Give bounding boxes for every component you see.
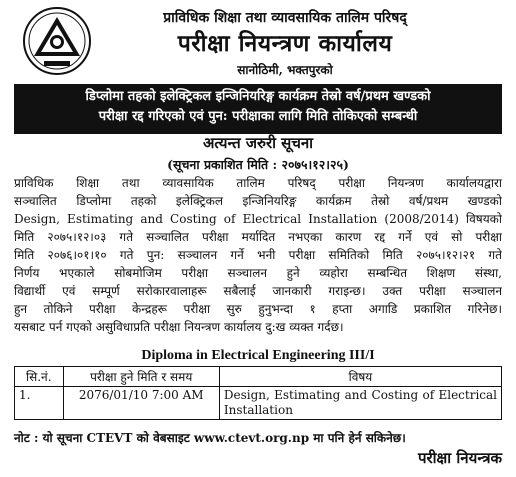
banner-line-1: डिप्लोमा तहको इलेक्ट्रिकल इन्जिनियरिङ्ग कार्यक्रम तेस्रो वर्ष/प्रथम खण्डको [85, 89, 431, 104]
subject-banner [14, 84, 502, 134]
body-line: यसबाट पर्न गएको असुविधाप्रति परीक्षा नियन्त्रण कार्यालय दु:ख व्यक्त गर्दछ। [14, 320, 344, 334]
exam-schedule-table [14, 366, 502, 420]
office-location: सानोठिमी, भक्तपुरको [237, 63, 333, 77]
body-line: Design, Estimating and Costing of Electrical Installation (2008/2014) विषयको [14, 212, 502, 226]
schedule-table-title: Diploma in Electrical Engineering III/I [141, 348, 375, 363]
publication-date: (सूचना प्रकाशित मिति : २०७५।१२।२५) [167, 157, 349, 172]
body-line: मिति २०७५।१२।०३ गते सञ्चालित परीक्षा मर्यादित नभएका कारण रद्द गर्ने एवं सो परीक्षा [14, 230, 502, 244]
body-line: सञ्चालित डिप्लोमा तहको इलेक्ट्रिकल इन्जिनियरिङ्ग कार्यक्रम तेस्रो वर्ष/प्रथम खण्डको [14, 194, 502, 208]
signatory: परीक्षा नियन्त्रक [418, 449, 502, 467]
banner-line-2: परीक्षा रद्द गरिएको एवं पुन: परीक्षाका लागि मिति तोकिएको सम्बन्धी [98, 109, 418, 124]
cell-datetime: 2076/01/10 7:00 AM [63, 387, 219, 420]
ctevt-emblem-logo [22, 6, 92, 76]
organization-name: प्राविधिक शिक्षा तथा व्यावसायिक तालिम परिषद् [163, 10, 407, 26]
website-note: नोट : यो सूचना CTEVT को वेबसाइट www.ctevt.org.np मा पनि हेर्न सकिनेछ। [14, 431, 406, 445]
header-serial: सि.नं. [15, 367, 64, 387]
notice-body [14, 174, 502, 336]
header-subject: विषय [219, 367, 501, 387]
urgent-notice-title: अत्यन्त जरुरी सूचना [202, 134, 314, 152]
table-row [15, 387, 502, 420]
cell-subject: Design, Estimating and Costing of Electrical Installation [219, 387, 501, 420]
table-header-row [15, 367, 502, 387]
body-line: प्राविधिक शिक्षा तथा व्यावसायिक तालिम परिषद् परीक्षा नियन्त्रण कार्यालयद्वारा [14, 176, 502, 190]
body-line: मिति २०७६।०१।१० गते पुन: सञ्चालन गर्ने भनी परीक्षा समितिको मिति २०७५।१२।२१ गते [14, 248, 502, 262]
header-datetime: परीक्षा हुने मिति र समय [63, 367, 219, 387]
body-line: विद्यार्थी एवं सम्पूर्ण सरोकारवालाहरू सबैलाई जानकारी गराइन्छ। उक्त परीक्षा सञ्चालन [14, 284, 502, 298]
body-line: निर्णय भएकाले सोबमोजिम परीक्षा सञ्चालन हुने व्यहोरा सम्बन्धित शिक्षण संस्था, [14, 266, 502, 280]
body-line: हुन तोकिने परीक्षा केन्द्रहरू परीक्षा सुरु हुनुभन्दा १ हप्ता अगाडि प्रकाशित गरिनेछ। [14, 302, 502, 316]
office-name: परीक्षा नियन्त्रण कार्यालय [177, 30, 393, 57]
cell-serial: 1. [15, 387, 64, 420]
